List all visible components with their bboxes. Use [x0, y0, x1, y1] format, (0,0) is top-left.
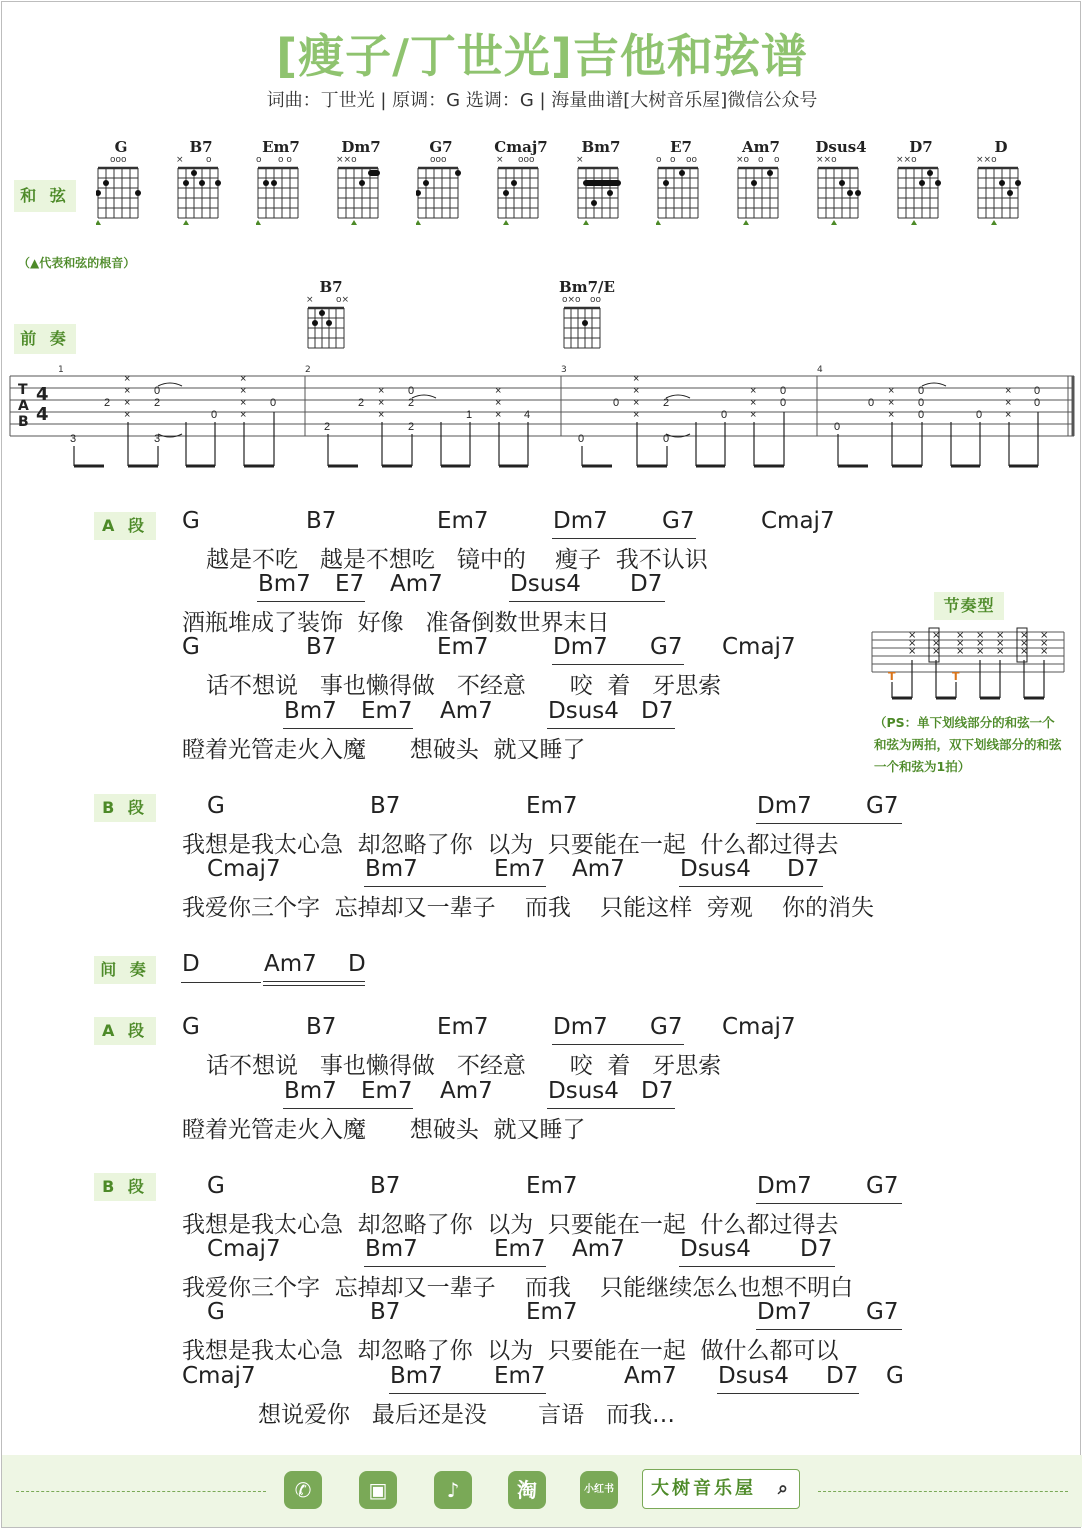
- svg-text:×: ×: [908, 630, 917, 641]
- single-underline: [181, 982, 261, 983]
- measure-number: 2: [305, 365, 311, 375]
- single-underline: [283, 1108, 413, 1109]
- rhythm-pattern: [870, 626, 1066, 706]
- chord-label: Dsus4: [680, 1236, 751, 1262]
- chord-label: G: [886, 1363, 904, 1389]
- chord-label: Em7: [526, 793, 578, 819]
- svg-text:×: ×: [750, 397, 757, 409]
- chord-name: Em7: [262, 138, 300, 156]
- svg-text:×: ×: [1040, 630, 1049, 641]
- chord-label: D: [348, 951, 366, 977]
- chord-name: B7: [189, 138, 213, 156]
- chord-name: D7: [909, 138, 933, 156]
- chord-label: Cmaj7: [722, 634, 796, 660]
- chord-grid: [816, 154, 866, 226]
- svg-text:×: ×: [888, 385, 895, 397]
- svg-text:×: ×: [976, 638, 985, 649]
- chord-label: Bm7: [365, 1236, 418, 1262]
- svg-text:T: T: [952, 670, 960, 683]
- svg-text:×: ×: [495, 397, 502, 409]
- single-underline: [717, 1393, 859, 1394]
- root-note-legend: （▲代表和弦的根音）: [18, 256, 136, 270]
- svg-text:o: o: [774, 155, 780, 165]
- svg-text:0: 0: [868, 397, 875, 409]
- chord-label: Dm7: [553, 634, 608, 660]
- svg-text:o: o: [670, 155, 676, 165]
- chord-diagram-dm7: [336, 138, 386, 226]
- svg-text:0: 0: [1034, 397, 1041, 409]
- chord-label: D7: [630, 571, 663, 597]
- time-sig-top: 4: [36, 384, 49, 405]
- lyric-line: 我爱你三个字 忘掉却又一辈子 而我 只能这样 旁观 你的消失: [182, 895, 874, 921]
- chord-label: Am7: [624, 1363, 677, 1389]
- chord-grid: [976, 154, 1026, 226]
- chord-label: Em7: [361, 1078, 413, 1104]
- single-underline: [257, 601, 365, 602]
- chord-label: G: [182, 508, 200, 534]
- search-box[interactable]: [642, 1469, 800, 1509]
- svg-text:×: ×: [633, 373, 640, 385]
- svg-text:1: 1: [466, 409, 473, 421]
- chord-label: Dm7: [553, 1014, 608, 1040]
- svg-text:×: ×: [124, 373, 131, 385]
- chord-label: Em7: [526, 1173, 578, 1199]
- svg-text:×: ×: [996, 638, 1005, 649]
- svg-text:××o: ××o: [976, 155, 997, 165]
- svg-text:×: ×: [633, 397, 640, 409]
- svg-text:o: o: [656, 155, 662, 165]
- svg-text:2: 2: [358, 397, 365, 409]
- chord-diagram-dsus4: [816, 138, 866, 226]
- lyric-line: 瞪着光管走火入魔 想破头 就又睡了: [182, 737, 586, 763]
- svg-text:0: 0: [918, 397, 925, 409]
- chord-label: D7: [787, 856, 820, 882]
- chord-label: Cmaj7: [761, 508, 835, 534]
- svg-text:×: ×: [1020, 646, 1029, 657]
- svg-text:×: ×: [908, 646, 917, 657]
- single-underline: [547, 728, 675, 729]
- chords-tag: 和 弦: [14, 180, 76, 212]
- svg-text:2: 2: [663, 397, 670, 409]
- chord-label: Dsus4: [548, 698, 619, 724]
- svg-text:×: ×: [1020, 630, 1029, 641]
- svg-text:2: 2: [408, 421, 415, 433]
- svg-text:ooo: ooo: [518, 155, 535, 165]
- chord-diagram-d: [976, 138, 1026, 226]
- svg-text:×: ×: [495, 385, 502, 397]
- svg-text:×: ×: [495, 409, 502, 421]
- svg-text:o×: o×: [336, 295, 350, 305]
- svg-text:×: ×: [956, 630, 965, 641]
- svg-text:×: ×: [1040, 646, 1049, 657]
- svg-text:0: 0: [780, 397, 787, 409]
- footer-bar: [2, 1455, 1082, 1527]
- chord-label: G: [207, 1173, 225, 1199]
- chord-label: Am7: [264, 951, 317, 977]
- chord-grid: [496, 154, 546, 226]
- svg-text:0: 0: [211, 409, 218, 421]
- chord-grid: [736, 154, 786, 226]
- svg-text:0: 0: [613, 397, 620, 409]
- chord-label: G7: [650, 634, 683, 660]
- chord-label: G7: [866, 1299, 899, 1325]
- svg-text:×: ×: [750, 409, 757, 421]
- chord-label: Am7: [440, 698, 493, 724]
- svg-text:×: ×: [1005, 385, 1012, 397]
- chord-diagram-cmaj7: [496, 138, 546, 226]
- svg-text:×: ×: [124, 409, 131, 421]
- rhythm-tag: 节奏型: [934, 592, 1004, 620]
- section-a-tag: A 段: [94, 1017, 156, 1045]
- svg-text:×: ×: [124, 397, 131, 409]
- chord-label: Em7: [526, 1299, 578, 1325]
- chord-label: Dsus4: [718, 1363, 789, 1389]
- svg-text:0: 0: [834, 421, 841, 433]
- svg-text:×: ×: [996, 646, 1005, 657]
- chord-label: B7: [306, 508, 337, 534]
- search-icon: ⌕: [777, 1478, 791, 1499]
- chord-label: D7: [641, 1078, 674, 1104]
- lyric-line: 我想是我太心急 却忽略了你 以为 只要能在一起 什么都过得去: [182, 1212, 839, 1238]
- svg-text:×: ×: [888, 409, 895, 421]
- chord-grid: [306, 294, 356, 366]
- douyin-icon[interactable]: ♪: [434, 1471, 472, 1509]
- svg-text:4: 4: [524, 409, 531, 421]
- single-underline: [364, 886, 546, 887]
- chord-label: Dm7: [757, 1173, 812, 1199]
- measure-number: 1: [58, 365, 64, 375]
- svg-text:o o: o o: [278, 155, 292, 165]
- svg-text:×: ×: [378, 409, 385, 421]
- svg-text:T: T: [888, 670, 896, 683]
- svg-text:ooo: ooo: [430, 155, 447, 165]
- chord-diagram-e7: [656, 138, 706, 226]
- chord-diagram-am7: [736, 138, 786, 226]
- svg-text:×: ×: [124, 385, 131, 397]
- single-underline: [756, 823, 902, 824]
- chord-label: Dm7: [553, 508, 608, 534]
- chord-label: G7: [866, 793, 899, 819]
- chord-grid: [562, 294, 612, 366]
- chord-label: G: [207, 793, 225, 819]
- chord-label: D7: [641, 698, 674, 724]
- svg-text:×: ×: [496, 155, 504, 165]
- lyric-line: 话不想说 事也懒得做 不经意 咬 着 牙思索: [206, 1053, 722, 1079]
- time-sig-bottom: 4: [36, 404, 49, 425]
- chord-label: Am7: [572, 856, 625, 882]
- chord-label: Bm7: [258, 571, 311, 597]
- svg-text:×: ×: [240, 409, 247, 421]
- lyric-line: 话不想说 事也懒得做 不经意 咬 着 牙思索: [206, 673, 722, 699]
- chord-label: G7: [650, 1014, 683, 1040]
- lyric-line: 我爱你三个字 忘掉却又一辈子 而我 只能继续怎么也想不明白: [182, 1275, 854, 1301]
- section-a-tag: A 段: [94, 512, 156, 540]
- chord-name: G7: [429, 138, 453, 156]
- svg-text:oo: oo: [590, 295, 602, 305]
- svg-text:×: ×: [378, 385, 385, 397]
- chord-label: Dm7: [757, 1299, 812, 1325]
- chord-label: G: [182, 634, 200, 660]
- svg-text:×: ×: [976, 646, 985, 657]
- chord-diagram-row: [96, 138, 1036, 228]
- svg-text:×: ×: [240, 385, 247, 397]
- svg-text:0: 0: [918, 385, 925, 397]
- intro-tablature: [8, 360, 1080, 484]
- svg-text:×o: ×o: [736, 155, 750, 165]
- svg-text:×: ×: [576, 155, 584, 165]
- measure-number: 4: [817, 365, 823, 375]
- chord-label: Em7: [437, 1014, 489, 1040]
- svg-text:0: 0: [780, 385, 787, 397]
- svg-text:0: 0: [154, 385, 161, 397]
- single-underline: [509, 601, 665, 602]
- svg-text:×: ×: [240, 397, 247, 409]
- chord-label: Em7: [494, 856, 546, 882]
- chord-grid: [96, 154, 146, 226]
- chord-label: Bm7: [390, 1363, 443, 1389]
- svg-text:××o: ××o: [896, 155, 917, 165]
- chord-name: Bm7/E: [559, 278, 615, 296]
- svg-text:0: 0: [1034, 385, 1041, 397]
- chord-grid: [336, 154, 386, 226]
- chord-label: Dsus4: [510, 571, 581, 597]
- svg-text:o: o: [758, 155, 764, 165]
- svg-text:3: 3: [154, 433, 161, 445]
- chord-label: B7: [370, 793, 401, 819]
- svg-text:×: ×: [1005, 397, 1012, 409]
- svg-text:×: ×: [750, 385, 757, 397]
- single-underline: [283, 728, 413, 729]
- svg-text:×: ×: [176, 155, 184, 165]
- svg-text:×: ×: [633, 409, 640, 421]
- taobao-icon[interactable]: 淘: [508, 1471, 546, 1509]
- single-underline: [389, 1393, 546, 1394]
- chord-label: Em7: [437, 634, 489, 660]
- svg-text:×: ×: [976, 630, 985, 641]
- chord-name: Bm7: [581, 138, 621, 156]
- measure-number: 3: [561, 365, 567, 375]
- svg-text:0: 0: [721, 409, 728, 421]
- chord-label: Em7: [494, 1363, 546, 1389]
- chord-name: Cmaj7: [494, 138, 548, 156]
- chord-label: D: [182, 951, 200, 977]
- song-info: 词曲：丁世光 | 原调：G 选调：G | 海量曲谱[大树音乐屋]微信公众号: [266, 90, 818, 111]
- chord-diagram-em7: [256, 138, 306, 226]
- single-underline: [552, 538, 696, 539]
- chord-label: Em7: [494, 1236, 546, 1262]
- chord-diagram-bm7: [576, 138, 626, 226]
- chord-label: Am7: [440, 1078, 493, 1104]
- svg-text:oo: oo: [686, 155, 698, 165]
- single-underline: [756, 1329, 902, 1330]
- svg-text:0: 0: [270, 397, 277, 409]
- lyric-line: 想说爱你 最后还是没 言语 而我…: [258, 1402, 676, 1428]
- footer-divider: [16, 1491, 266, 1492]
- svg-text:×: ×: [932, 638, 941, 649]
- chord-label: Dsus4: [680, 856, 751, 882]
- lyric-line: 我想是我太心急 却忽略了你 以为 只要能在一起 做什么都可以: [182, 1338, 839, 1364]
- chord-grid: [656, 154, 706, 226]
- page-title: [瘦子/丁世光]吉他和弦谱: [276, 29, 808, 83]
- chord-label: Am7: [390, 571, 443, 597]
- chord-label: Bm7: [284, 1078, 337, 1104]
- chord-grid: [576, 154, 626, 226]
- chord-label: D7: [800, 1236, 833, 1262]
- chord-name: Am7: [742, 138, 780, 156]
- chord-label: G: [182, 1014, 200, 1040]
- svg-text:×: ×: [1005, 409, 1012, 421]
- xiaohongshu-icon[interactable]: 小红书: [580, 1471, 618, 1509]
- svg-text:×: ×: [956, 638, 965, 649]
- chord-name: Dsus4: [815, 138, 867, 156]
- svg-text:o×o: o×o: [562, 295, 581, 305]
- chord-name: G: [114, 138, 128, 156]
- chord-label: Em7: [361, 698, 413, 724]
- intro-chord-bm7e: [559, 278, 615, 366]
- tab-clef-a: A: [18, 398, 29, 414]
- chord-grid: [256, 154, 306, 226]
- single-underline: [756, 1203, 902, 1204]
- svg-text:×: ×: [240, 373, 247, 385]
- chord-name: D: [994, 138, 1008, 156]
- chord-label: B7: [306, 1014, 337, 1040]
- intro-chord-b7: [306, 278, 356, 366]
- svg-text:××o: ××o: [816, 155, 837, 165]
- svg-text:o: o: [206, 155, 212, 165]
- chord-grid: [416, 154, 466, 226]
- chord-label: Bm7: [365, 856, 418, 882]
- svg-text:3: 3: [70, 433, 77, 445]
- svg-text:0: 0: [408, 385, 415, 397]
- chord-diagram-g7: [416, 138, 466, 226]
- section-b-tag: B 段: [94, 1173, 156, 1201]
- svg-text:×: ×: [908, 638, 917, 649]
- tab-staff: [8, 360, 1080, 480]
- wechat-icon[interactable]: ✆: [284, 1471, 322, 1509]
- chord-label: D7: [826, 1363, 859, 1389]
- chord-label: Cmaj7: [207, 1236, 281, 1262]
- svg-text:2: 2: [324, 421, 331, 433]
- chord-name: Dm7: [341, 138, 381, 156]
- svg-text:2: 2: [154, 397, 161, 409]
- single-underline: [679, 1266, 835, 1267]
- svg-text:×: ×: [956, 646, 965, 657]
- tab-clef-b: B: [18, 414, 29, 430]
- svg-text:0: 0: [663, 433, 670, 445]
- svg-text:×: ×: [1020, 638, 1029, 649]
- chord-label: Em7: [437, 508, 489, 534]
- chord-label: Cmaj7: [182, 1363, 256, 1389]
- single-underline: [364, 1266, 546, 1267]
- chord-label: Cmaj7: [207, 856, 281, 882]
- chord-label: B7: [370, 1299, 401, 1325]
- svg-text:×: ×: [1040, 638, 1049, 649]
- footer-divider: [818, 1491, 1068, 1492]
- chord-label: B7: [370, 1173, 401, 1199]
- chord-label: Am7: [572, 1236, 625, 1262]
- chord-label: Dsus4: [548, 1078, 619, 1104]
- chord-label: G7: [866, 1173, 899, 1199]
- lyric-line: 越是不吃 越是不想吃 镜中的 瘦子 我不认识: [206, 547, 708, 573]
- chord-label: G7: [662, 508, 695, 534]
- svg-text:××o: ××o: [336, 155, 357, 165]
- svg-text:×: ×: [996, 630, 1005, 641]
- lyric-line: 酒瓶堆成了装饰 好像 准备倒数世界末日: [182, 610, 610, 636]
- svg-text:×: ×: [932, 630, 941, 641]
- search-label: 大树音乐屋: [651, 1478, 756, 1499]
- ps-note: （PS：单下划线部分的和弦一个和弦为两拍，双下划线部分的和弦一个和弦为1拍）: [874, 715, 1062, 774]
- chord-diagram-g: [96, 138, 146, 226]
- interlude-tag: 间 奏: [94, 956, 156, 984]
- svg-text:×: ×: [378, 397, 385, 409]
- svg-text:0: 0: [918, 409, 925, 421]
- chord-name: E7: [670, 138, 692, 156]
- chord-diagram-d7: [896, 138, 946, 226]
- svg-text:0: 0: [578, 433, 585, 445]
- single-underline: [552, 1044, 684, 1045]
- svg-text:ooo: ooo: [110, 155, 127, 165]
- single-underline: [552, 664, 684, 665]
- intro-tag: 前 奏: [14, 324, 76, 354]
- tab-clef-t: T: [18, 382, 28, 398]
- svg-text:o: o: [256, 155, 262, 165]
- chord-diagram-b7: [176, 138, 226, 226]
- double-underline: [263, 981, 365, 986]
- chord-grid: [896, 154, 946, 226]
- svg-text:2: 2: [104, 397, 111, 409]
- chord-label: Cmaj7: [722, 1014, 796, 1040]
- svg-text:×: ×: [888, 397, 895, 409]
- chord-label: E7: [335, 571, 365, 597]
- chord-grid: [176, 154, 226, 226]
- kuaishou-icon[interactable]: ▣: [359, 1471, 397, 1509]
- svg-text:×: ×: [633, 385, 640, 397]
- lyric-line: 瞪着光管走火入魔 想破头 就又睡了: [182, 1117, 586, 1143]
- lyric-line: 我想是我太心急 却忽略了你 以为 只要能在一起 什么都过得去: [182, 832, 839, 858]
- chord-name: B7: [319, 278, 343, 296]
- svg-text:0: 0: [976, 409, 983, 421]
- chord-label: B7: [306, 634, 337, 660]
- svg-text:2: 2: [408, 397, 415, 409]
- svg-text:×: ×: [306, 295, 314, 305]
- single-underline: [679, 886, 823, 887]
- chord-label: Bm7: [284, 698, 337, 724]
- chord-label: Dm7: [757, 793, 812, 819]
- chord-label: G: [207, 1299, 225, 1325]
- single-underline: [547, 1108, 675, 1109]
- section-b-tag: B 段: [94, 794, 156, 822]
- svg-text:×: ×: [932, 646, 941, 657]
